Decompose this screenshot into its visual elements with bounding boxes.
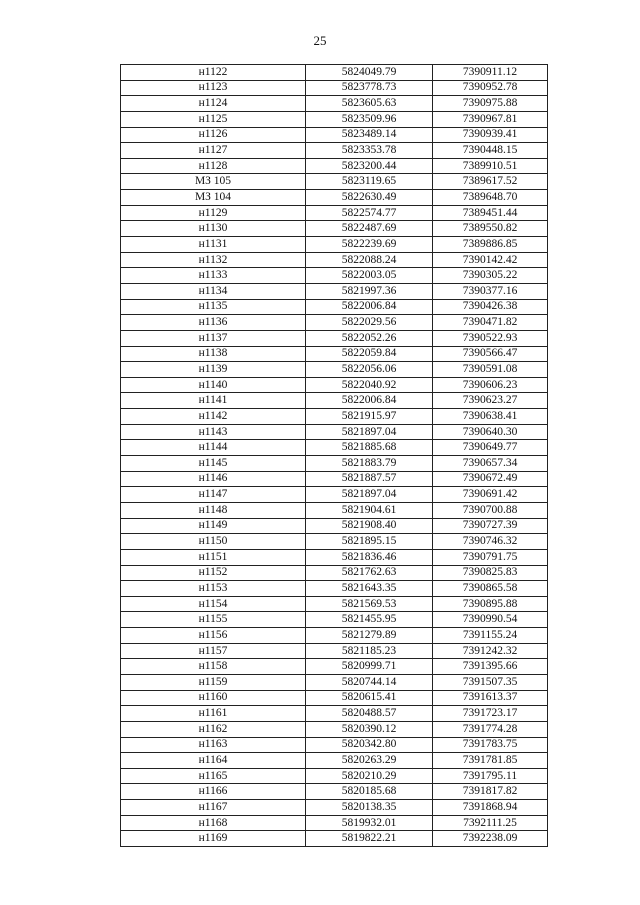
- y-coordinate-cell: 7389910.51: [433, 158, 548, 174]
- point-id-cell: н1145: [121, 456, 306, 472]
- y-coordinate-cell: 7391868.94: [433, 800, 548, 816]
- x-coordinate-cell: 5821915.97: [306, 409, 433, 425]
- x-coordinate-cell: 5821887.57: [306, 471, 433, 487]
- table-row: [121, 659, 548, 675]
- table-row: [121, 174, 548, 190]
- table-row: [121, 815, 548, 831]
- point-id-cell: н1159: [121, 674, 306, 690]
- x-coordinate-cell: 5822006.84: [306, 393, 433, 409]
- y-coordinate-cell: 7390638.41: [433, 409, 548, 425]
- point-id-cell: н1160: [121, 690, 306, 706]
- y-coordinate-cell: 7390640.30: [433, 424, 548, 440]
- y-coordinate-cell: 7391155.24: [433, 628, 548, 644]
- x-coordinate-cell: 5822056.06: [306, 362, 433, 378]
- point-id-cell: н1132: [121, 252, 306, 268]
- x-coordinate-cell: 5822052.26: [306, 330, 433, 346]
- table-row: [121, 80, 548, 96]
- x-coordinate-cell: 5822239.69: [306, 237, 433, 253]
- y-coordinate-cell: 7392111.25: [433, 815, 548, 831]
- x-coordinate-cell: 5821569.53: [306, 596, 433, 612]
- point-id-cell: н1152: [121, 565, 306, 581]
- table-row: [121, 205, 548, 221]
- table-row: [121, 596, 548, 612]
- point-id-cell: н1136: [121, 315, 306, 331]
- table-row: [121, 315, 548, 331]
- x-coordinate-cell: 5821762.63: [306, 565, 433, 581]
- point-id-cell: н1147: [121, 487, 306, 503]
- table-row: [121, 800, 548, 816]
- point-id-cell: н1141: [121, 393, 306, 409]
- point-id-cell: н1148: [121, 502, 306, 518]
- x-coordinate-cell: 5821836.46: [306, 549, 433, 565]
- y-coordinate-cell: 7389648.70: [433, 190, 548, 206]
- table-row: [121, 753, 548, 769]
- table-row: [121, 190, 548, 206]
- x-coordinate-cell: 5821897.04: [306, 487, 433, 503]
- x-coordinate-cell: 5823200.44: [306, 158, 433, 174]
- point-id-cell: н1166: [121, 784, 306, 800]
- y-coordinate-cell: 7390448.15: [433, 143, 548, 159]
- y-coordinate-cell: 7390791.75: [433, 549, 548, 565]
- table-row: [121, 221, 548, 237]
- y-coordinate-cell: 7391613.37: [433, 690, 548, 706]
- point-id-cell: н1131: [121, 237, 306, 253]
- table-row: [121, 581, 548, 597]
- y-coordinate-cell: 7390649.77: [433, 440, 548, 456]
- y-coordinate-cell: 7390967.81: [433, 111, 548, 127]
- table-row: [121, 143, 548, 159]
- table-row: [121, 612, 548, 628]
- point-id-cell: н1164: [121, 753, 306, 769]
- coordinates-table: [120, 64, 548, 847]
- table-row: [121, 440, 548, 456]
- table-row: [121, 706, 548, 722]
- x-coordinate-cell: 5821885.68: [306, 440, 433, 456]
- point-id-cell: н1133: [121, 268, 306, 284]
- x-coordinate-cell: 5821279.89: [306, 628, 433, 644]
- y-coordinate-cell: 7390939.41: [433, 127, 548, 143]
- point-id-cell: н1149: [121, 518, 306, 534]
- table-row: [121, 549, 548, 565]
- x-coordinate-cell: 5820615.41: [306, 690, 433, 706]
- y-coordinate-cell: 7390623.27: [433, 393, 548, 409]
- x-coordinate-cell: 5820342.80: [306, 737, 433, 753]
- point-id-cell: н1167: [121, 800, 306, 816]
- page-number: 25: [313, 33, 327, 48]
- point-id-cell: н1124: [121, 96, 306, 112]
- y-coordinate-cell: 7390746.32: [433, 534, 548, 550]
- point-id-cell: н1125: [121, 111, 306, 127]
- y-coordinate-cell: 7390591.08: [433, 362, 548, 378]
- table-row: [121, 502, 548, 518]
- y-coordinate-cell: 7392238.09: [433, 831, 548, 847]
- table-row: [121, 268, 548, 284]
- point-id-cell: МЗ 104: [121, 190, 306, 206]
- x-coordinate-cell: 5823778.73: [306, 80, 433, 96]
- table-row: [121, 283, 548, 299]
- table-row: [121, 111, 548, 127]
- y-coordinate-cell: 7391817.82: [433, 784, 548, 800]
- x-coordinate-cell: 5822040.92: [306, 377, 433, 393]
- table-row: [121, 252, 548, 268]
- x-coordinate-cell: 5822029.56: [306, 315, 433, 331]
- y-coordinate-cell: 7390727.39: [433, 518, 548, 534]
- x-coordinate-cell: 5821997.36: [306, 283, 433, 299]
- point-id-cell: н1137: [121, 330, 306, 346]
- point-id-cell: н1156: [121, 628, 306, 644]
- table-row: [121, 643, 548, 659]
- point-id-cell: н1169: [121, 831, 306, 847]
- table-row: [121, 127, 548, 143]
- x-coordinate-cell: 5822487.69: [306, 221, 433, 237]
- y-coordinate-cell: 7390895.88: [433, 596, 548, 612]
- x-coordinate-cell: 5823509.96: [306, 111, 433, 127]
- table-row: [121, 487, 548, 503]
- table-row: [121, 409, 548, 425]
- table-row: [121, 346, 548, 362]
- point-id-cell: н1151: [121, 549, 306, 565]
- table-row: [121, 565, 548, 581]
- x-coordinate-cell: 5821904.61: [306, 502, 433, 518]
- point-id-cell: н1150: [121, 534, 306, 550]
- x-coordinate-cell: 5821455.95: [306, 612, 433, 628]
- point-id-cell: н1168: [121, 815, 306, 831]
- point-id-cell: н1153: [121, 581, 306, 597]
- x-coordinate-cell: 5821185.23: [306, 643, 433, 659]
- y-coordinate-cell: 7390911.12: [433, 65, 548, 81]
- y-coordinate-cell: 7390865.58: [433, 581, 548, 597]
- x-coordinate-cell: 5820488.57: [306, 706, 433, 722]
- y-coordinate-cell: 7390566.47: [433, 346, 548, 362]
- table-row: [121, 721, 548, 737]
- y-coordinate-cell: 7391395.66: [433, 659, 548, 675]
- table-row: [121, 471, 548, 487]
- point-id-cell: н1157: [121, 643, 306, 659]
- x-coordinate-cell: 5819822.21: [306, 831, 433, 847]
- x-coordinate-cell: 5822574.77: [306, 205, 433, 221]
- x-coordinate-cell: 5822059.84: [306, 346, 433, 362]
- x-coordinate-cell: 5822088.24: [306, 252, 433, 268]
- y-coordinate-cell: 7390377.16: [433, 283, 548, 299]
- table-row: [121, 628, 548, 644]
- y-coordinate-cell: 7390975.88: [433, 96, 548, 112]
- table-row: [121, 362, 548, 378]
- y-coordinate-cell: 7390700.88: [433, 502, 548, 518]
- table-row: [121, 393, 548, 409]
- table-row: [121, 518, 548, 534]
- point-id-cell: н1126: [121, 127, 306, 143]
- x-coordinate-cell: 5823489.14: [306, 127, 433, 143]
- x-coordinate-cell: 5822630.49: [306, 190, 433, 206]
- point-id-cell: н1162: [121, 721, 306, 737]
- x-coordinate-cell: 5821895.15: [306, 534, 433, 550]
- y-coordinate-cell: 7390426.38: [433, 299, 548, 315]
- point-id-cell: н1144: [121, 440, 306, 456]
- point-id-cell: н1130: [121, 221, 306, 237]
- y-coordinate-cell: 7391781.85: [433, 753, 548, 769]
- table-row: [121, 784, 548, 800]
- point-id-cell: н1134: [121, 283, 306, 299]
- point-id-cell: н1122: [121, 65, 306, 81]
- point-id-cell: н1138: [121, 346, 306, 362]
- table-row: [121, 737, 548, 753]
- coordinates-table-body: [121, 65, 548, 847]
- point-id-cell: н1128: [121, 158, 306, 174]
- point-id-cell: н1158: [121, 659, 306, 675]
- y-coordinate-cell: 7390952.78: [433, 80, 548, 96]
- y-coordinate-cell: 7389617.52: [433, 174, 548, 190]
- y-coordinate-cell: 7390606.23: [433, 377, 548, 393]
- y-coordinate-cell: 7391783.75: [433, 737, 548, 753]
- x-coordinate-cell: 5821908.40: [306, 518, 433, 534]
- point-id-cell: МЗ 105: [121, 174, 306, 190]
- x-coordinate-cell: 5820999.71: [306, 659, 433, 675]
- table-row: [121, 299, 548, 315]
- table-row: [121, 65, 548, 81]
- point-id-cell: н1146: [121, 471, 306, 487]
- y-coordinate-cell: 7390657.34: [433, 456, 548, 472]
- table-row: [121, 158, 548, 174]
- y-coordinate-cell: 7391795.11: [433, 768, 548, 784]
- x-coordinate-cell: 5820138.35: [306, 800, 433, 816]
- y-coordinate-cell: 7390522.93: [433, 330, 548, 346]
- point-id-cell: н1135: [121, 299, 306, 315]
- x-coordinate-cell: 5823119.65: [306, 174, 433, 190]
- point-id-cell: н1123: [121, 80, 306, 96]
- x-coordinate-cell: 5822006.84: [306, 299, 433, 315]
- y-coordinate-cell: 7390471.82: [433, 315, 548, 331]
- point-id-cell: н1163: [121, 737, 306, 753]
- table-row: [121, 96, 548, 112]
- point-id-cell: н1165: [121, 768, 306, 784]
- point-id-cell: н1155: [121, 612, 306, 628]
- x-coordinate-cell: 5820390.12: [306, 721, 433, 737]
- table-row: [121, 237, 548, 253]
- table-row: [121, 377, 548, 393]
- point-id-cell: н1140: [121, 377, 306, 393]
- table-row: [121, 534, 548, 550]
- x-coordinate-cell: 5824049.79: [306, 65, 433, 81]
- y-coordinate-cell: 7389886.85: [433, 237, 548, 253]
- point-id-cell: н1139: [121, 362, 306, 378]
- point-id-cell: н1154: [121, 596, 306, 612]
- y-coordinate-cell: 7389451.44: [433, 205, 548, 221]
- x-coordinate-cell: 5822003.05: [306, 268, 433, 284]
- point-id-cell: н1161: [121, 706, 306, 722]
- x-coordinate-cell: 5820744.14: [306, 674, 433, 690]
- table-row: [121, 831, 548, 847]
- y-coordinate-cell: 7391723.17: [433, 706, 548, 722]
- y-coordinate-cell: 7391242.32: [433, 643, 548, 659]
- x-coordinate-cell: 5821897.04: [306, 424, 433, 440]
- x-coordinate-cell: 5820210.29: [306, 768, 433, 784]
- y-coordinate-cell: 7391507.35: [433, 674, 548, 690]
- x-coordinate-cell: 5821643.35: [306, 581, 433, 597]
- point-id-cell: н1127: [121, 143, 306, 159]
- y-coordinate-cell: 7389550.82: [433, 221, 548, 237]
- y-coordinate-cell: 7390825.83: [433, 565, 548, 581]
- x-coordinate-cell: 5823353.78: [306, 143, 433, 159]
- point-id-cell: н1129: [121, 205, 306, 221]
- point-id-cell: н1143: [121, 424, 306, 440]
- table-row: [121, 456, 548, 472]
- table-row: [121, 330, 548, 346]
- y-coordinate-cell: 7390142.42: [433, 252, 548, 268]
- x-coordinate-cell: 5820185.68: [306, 784, 433, 800]
- table-row: [121, 674, 548, 690]
- x-coordinate-cell: 5823605.63: [306, 96, 433, 112]
- x-coordinate-cell: 5820263.29: [306, 753, 433, 769]
- x-coordinate-cell: 5821883.79: [306, 456, 433, 472]
- y-coordinate-cell: 7390691.42: [433, 487, 548, 503]
- point-id-cell: н1142: [121, 409, 306, 425]
- y-coordinate-cell: 7391774.28: [433, 721, 548, 737]
- table-row: [121, 768, 548, 784]
- y-coordinate-cell: 7390305.22: [433, 268, 548, 284]
- table-row: [121, 424, 548, 440]
- table-row: [121, 690, 548, 706]
- y-coordinate-cell: 7390990.54: [433, 612, 548, 628]
- y-coordinate-cell: 7390672.49: [433, 471, 548, 487]
- x-coordinate-cell: 5819932.01: [306, 815, 433, 831]
